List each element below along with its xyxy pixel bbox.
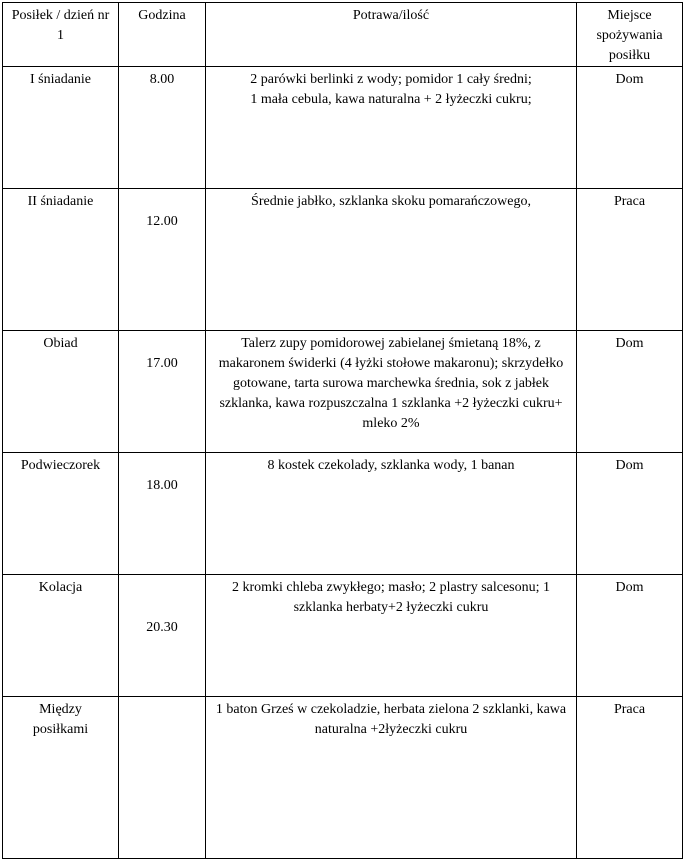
dish-value: 2 parówki berlinki z wody; pomidor 1 cały średni; 1 mała cebula, kawa naturalna + 2 łyżeczki cukru;	[250, 72, 532, 107]
table-row	[3, 67, 683, 189]
hour-value: 20.30	[146, 620, 178, 635]
table-row	[3, 697, 683, 859]
hour-cell	[119, 331, 206, 453]
dish-value: Talerz zupy pomidorowej zabielanej śmietaną 18%, z makaronem świderki (4 łyżki stołowe makaronu); skrzydełko gotowane, tarta surowa marchewka średnia, sok z jabłek szklanka, kawa rozpuszczalna 1 szklanka +2 łyżeczki cukru+ mleko 2%	[218, 336, 564, 431]
hour-value: 17.00	[146, 356, 178, 371]
dish-cell	[206, 189, 577, 331]
header-dish: Potrawa/ilość	[206, 3, 577, 67]
place-cell: Dom	[577, 331, 683, 453]
meal-diary-table	[2, 2, 683, 859]
dish-cell	[206, 67, 577, 189]
meal-cell: Podwieczorek	[3, 453, 119, 575]
place-cell: Dom	[577, 453, 683, 575]
dish-value: Średnie jabłko, szklanka skoku pomarańczowego,	[251, 194, 531, 209]
dish-value: 8 kostek czekolady, szklanka wody, 1 banan	[267, 458, 515, 473]
header-hour: Godzina	[119, 3, 206, 67]
hour-cell	[119, 67, 206, 189]
dish-cell	[206, 575, 577, 697]
place-cell: Dom	[577, 67, 683, 189]
hour-value: 8.00	[149, 72, 175, 87]
dish-value: 1 baton Grześ w czekoladzie, herbata zielona 2 szklanki, kawa naturalna +2łyżeczki cukru	[215, 702, 567, 737]
meal-cell: Obiad	[3, 331, 119, 453]
hour-value: 12.00	[146, 214, 178, 229]
meal-cell: II śniadanie	[3, 189, 119, 331]
header-meal: Posiłek / dzień nr 1	[3, 3, 119, 67]
hour-cell	[119, 453, 206, 575]
meal-cell: I śniadanie	[3, 67, 119, 189]
dish-cell	[206, 697, 577, 859]
table-header-row	[3, 3, 683, 67]
place-cell: Praca	[577, 697, 683, 859]
hour-value: 18.00	[146, 478, 178, 493]
dish-cell	[206, 453, 577, 575]
place-cell: Praca	[577, 189, 683, 331]
dish-value: 2 kromki chleba zwykłego; masło; 2 plastry salcesonu; 1 szklanka herbaty+2 łyżeczki cukru	[231, 580, 551, 615]
meal-cell: Kolacja	[3, 575, 119, 697]
table-row	[3, 331, 683, 453]
dish-cell	[206, 331, 577, 453]
meal-cell: Między posiłkami	[3, 697, 119, 859]
table-row	[3, 575, 683, 697]
hour-cell	[119, 189, 206, 331]
header-place: Miejsce spożywania posiłku	[577, 3, 683, 67]
hour-cell	[119, 697, 206, 859]
table-row	[3, 453, 683, 575]
table-row	[3, 189, 683, 331]
place-cell: Dom	[577, 575, 683, 697]
hour-cell	[119, 575, 206, 697]
